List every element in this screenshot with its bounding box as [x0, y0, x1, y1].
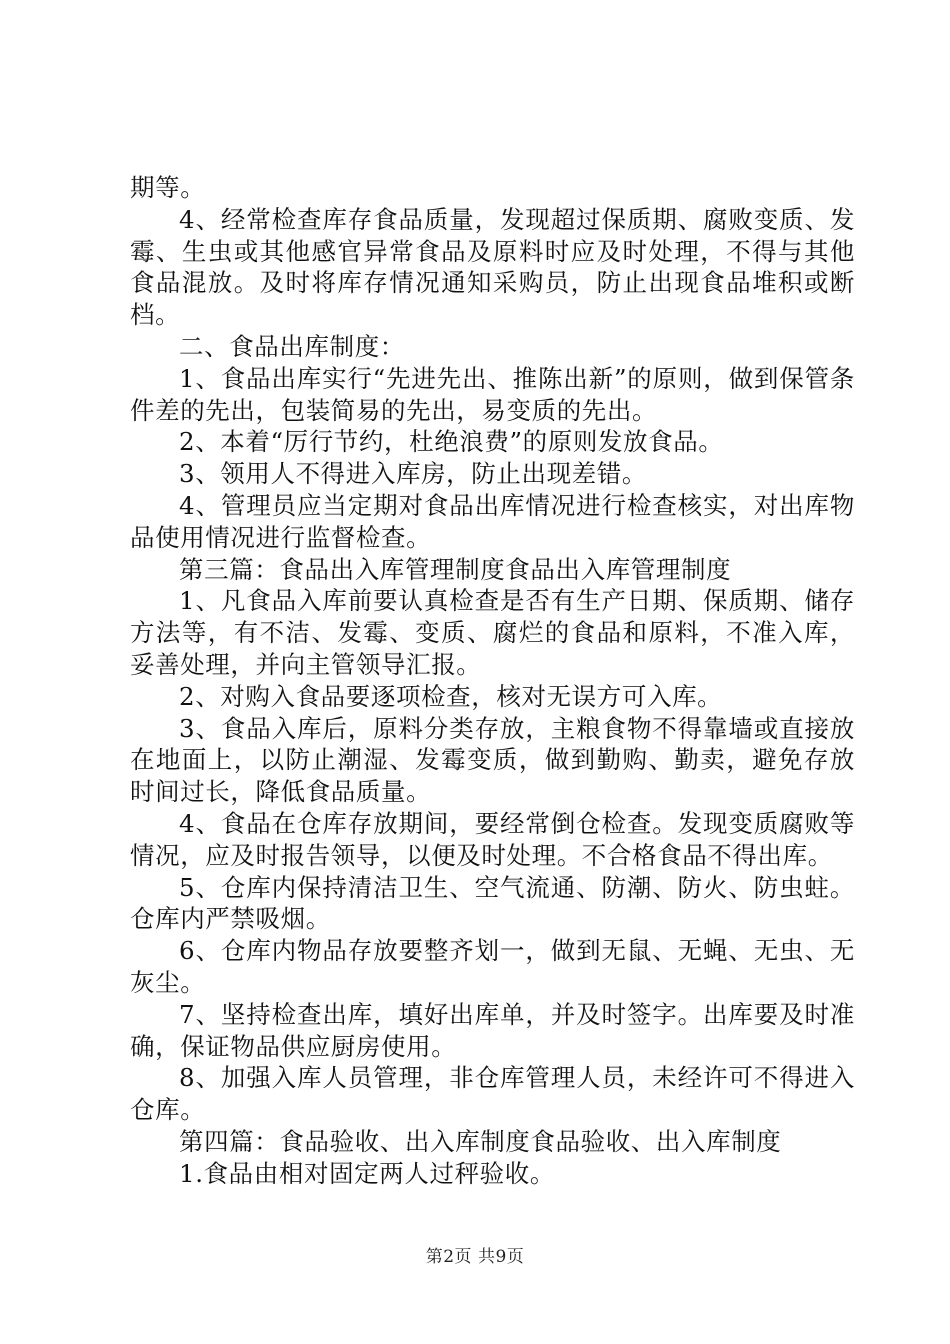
paragraph: 4、食品在仓库存放期间，要经常倒仓检查。发现变质腐败等情况，应及时报告领导，以便及时处理。不合格食品不得出库。: [130, 808, 855, 870]
paragraph: 3、食品入库后，原料分类存放，主粮食物不得靠墙或直接放在地面上，以防止潮湿、发霉变质，做到勤购、勤卖，避免存放时间过长，降低食品质量。: [130, 713, 855, 807]
paragraph: 期等。: [130, 173, 206, 202]
document-body: [130, 172, 855, 1190]
page-number-label: 第2页 共9页: [425, 1247, 525, 1267]
paragraph: 8、加强入库人员管理，非仓库管理人员，未经许可不得进入仓库。: [130, 1063, 855, 1125]
paragraph: 3、领用人不得进入库房，防止出现差错。: [179, 459, 647, 489]
chapter-heading: 第三篇：食品出入库管理制度食品出入库管理制度: [179, 554, 732, 584]
paragraph: 7、坚持检查出库，填好出库单，并及时签字。出库要及时准确，保证物品供应厨房使用。: [130, 999, 855, 1061]
paragraph: 6、仓库内物品存放要整齐划一，做到无鼠、无蝇、无虫、无灰尘。: [130, 936, 855, 997]
paragraph: 2、对购入食品要逐项检查，核对无误方可入库。: [179, 681, 723, 711]
paragraph: 1.食品由相对固定两人过秤验收。: [179, 1158, 555, 1188]
paragraph: 4、管理员应当定期对食品出库情况进行检查核实，对出库物品使用情况进行监督检查。: [130, 490, 855, 552]
paragraph: 4、经常检查库存食品质量，发现超过保质期、腐败变质、发霉、生虫或其他感官异常食品及原料时应及时处理，不得与其他食品混放。及时将库存情况通知采购员，防止出现食品堆积或断档。: [130, 204, 855, 330]
paragraph: 5、仓库内保持清洁卫生、空气流通、防潮、防火、防虫蛀。仓库内严禁吸烟。: [130, 872, 855, 934]
section-heading: 二、食品出库制度：: [179, 331, 405, 361]
paragraph: 1、食品出库实行“先进先出、推陈出新”的原则，做到保管条件差的先出，包装简易的先出，易变质的先出。: [130, 363, 855, 425]
paragraph: 1、凡食品入库前要认真检查是否有生产日期、保质期、储存方法等，有不洁、发霉、变质、腐烂的食品和原料，不准入库，妥善处理，并向主管领导汇报。: [130, 586, 855, 679]
chapter-heading: 第四篇：食品验收、出入库制度食品验收、出入库制度: [179, 1126, 782, 1156]
page-footer: [0, 1242, 950, 1267]
paragraph: 2、本着“厉行节约，杜绝浪费”的原则发放食品。: [179, 427, 724, 457]
